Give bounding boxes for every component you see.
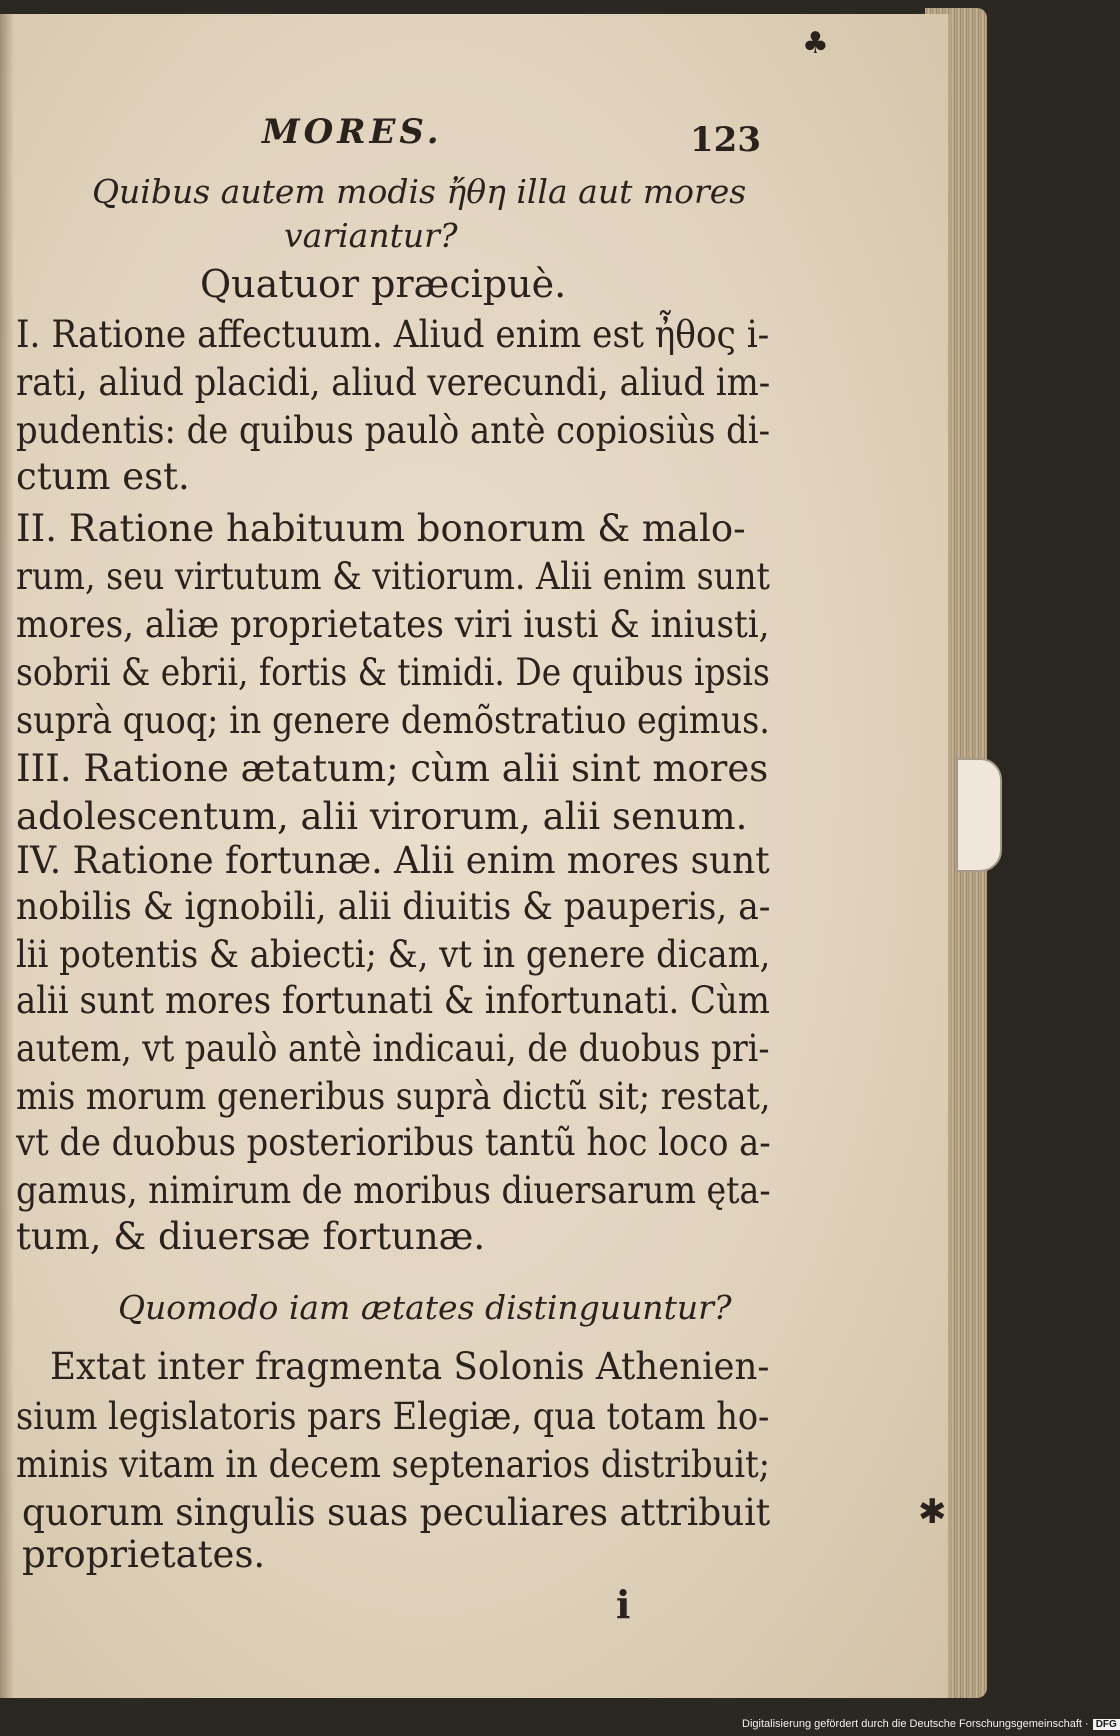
body-line: II. Ratione habituum bonorum & malo- [16,507,746,550]
body-line: quorum singulis suas peculiares attribuit [22,1491,771,1534]
top-mark: ♣ [802,26,829,61]
body-line: mores, aliæ proprietates viri iusti & iniusti, [16,603,770,646]
body-line: vt de duobus posterioribus tantũ hoc loco a- [16,1121,771,1164]
body-line: autem, vt paulò antè indicaui, de duobus pri- [16,1027,770,1070]
body-line: sium legislatoris pars Elegiæ, qua totam ho- [16,1395,770,1438]
body-line: pudentis: de quibus paulò antè copiosiùs di- [16,409,771,452]
body-line: alii sunt mores fortunati & infortunati. Cùm [16,979,770,1022]
body-line: mis morum generibus suprà dictũ sit; restat, [16,1075,771,1118]
body-line: I. Ratione affectuum. Aliud enim est ἦθος i- [16,313,770,356]
body-line: tum, & diuersæ fortunæ. [16,1215,486,1258]
credit-text: Digitalisierung gefördert durch die Deutsche Forschungsgemeinschaft · [742,1718,1089,1730]
body-line: suprà quoq; in genere demõstratiuo egimus. [16,699,770,742]
signature-mark: i [616,1582,631,1627]
side-mark: ✱ [918,1492,947,1532]
body-line: nobilis & ignobili, alii diuitis & pauperis, a- [16,885,771,928]
page-number: 123 [690,120,761,160]
question-1-line-1: Quibus autem modis ἤθη illa aut mores [92,172,747,211]
body-line: IV. Ratione fortunæ. Alii enim mores sunt [16,839,770,882]
dfg-logo: DFG [1093,1719,1120,1730]
question-2: Quomodo iam ætates distinguuntur? [118,1288,732,1327]
body-line: rati, aliud placidi, aliud verecundi, aliud im- [16,361,771,404]
question-1-line-2: variantur? [284,216,458,255]
body-line: minis vitam in decem septenarios distribuit; [16,1443,771,1486]
body-line: sobrii & ebrii, fortis & timidi. De quibus ipsis [16,651,770,694]
answer-heading: Quatuor præcipuè. [200,262,567,306]
body-line: III. Ratione ætatum; cùm alii sint mores [16,747,769,790]
body-line: proprietates. [22,1533,266,1576]
body-line: lii potentis & abiecti; &, vt in genere dicam, [16,933,771,976]
body-line: adolescentum, alii virorum, alii senum. [16,795,748,838]
gutter-shadow [0,14,14,1698]
running-head: MORES. [262,112,443,152]
body-line: gamus, nimirum de moribus diuersarum ęta- [16,1169,771,1212]
body-line: rum, seu virtutum & vitiorum. Alii enim sunt [16,555,770,598]
body-line: Extat inter fragmenta Solonis Athenien- [50,1345,770,1388]
page-tab [956,758,1002,872]
digitization-credit [742,1718,1120,1730]
body-line: ctum est. [16,455,190,498]
